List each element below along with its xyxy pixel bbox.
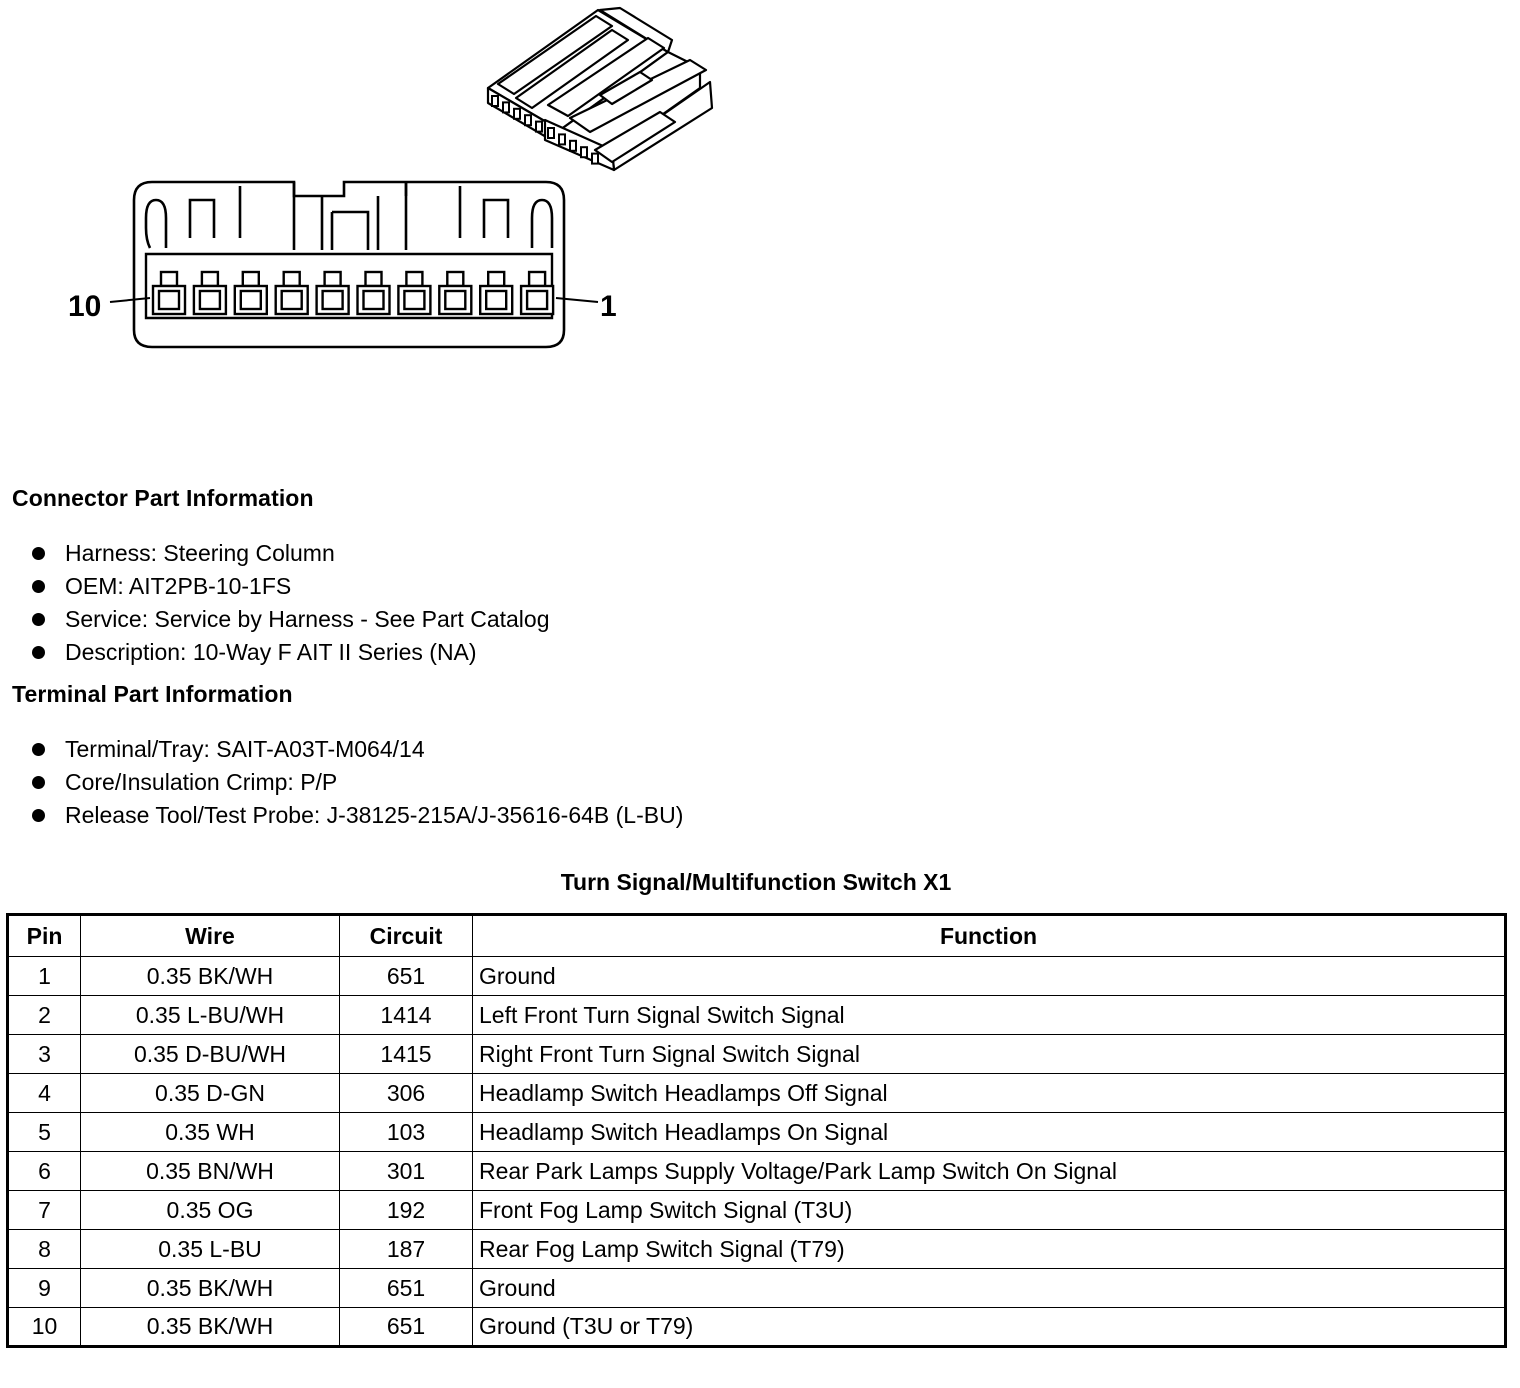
header-pin: Pin — [8, 915, 81, 957]
table-row — [8, 996, 1506, 1035]
table-row — [8, 1230, 1506, 1269]
bullet-icon — [32, 646, 45, 659]
cell-pin: 5 — [8, 1113, 81, 1152]
connector-3d-view — [488, 8, 712, 170]
pin-stub — [570, 141, 576, 151]
table-row — [8, 1308, 1506, 1347]
cell-circuit: 651 — [340, 957, 473, 996]
cell-pin: 6 — [8, 1152, 81, 1191]
header-wire: Wire — [81, 915, 340, 957]
bullet-icon — [32, 613, 45, 626]
cell-function: Front Fog Lamp Switch Signal (T3U) — [473, 1191, 1506, 1230]
connector-info-heading: Connector Part Information — [12, 485, 314, 511]
bullet-icon — [32, 743, 45, 756]
cell-wire: 0.35 BK/WH — [81, 1269, 340, 1308]
pin-stub — [581, 147, 587, 157]
table-row — [8, 1152, 1506, 1191]
header-circuit: Circuit — [340, 915, 473, 957]
cell-wire: 0.35 L-BU/WH — [81, 996, 340, 1035]
connector-face-view — [134, 182, 564, 347]
table-row — [8, 1191, 1506, 1230]
connector-diagram — [0, 0, 1520, 420]
cell-wire: 0.35 OG — [81, 1191, 340, 1230]
cell-wire: 0.35 WH — [81, 1113, 340, 1152]
list-item: OEM: AIT2PB-10-1FS — [28, 570, 549, 603]
cell-function: Rear Fog Lamp Switch Signal (T79) — [473, 1230, 1506, 1269]
table-row — [8, 957, 1506, 996]
connector-info-list — [28, 537, 549, 669]
cell-wire: 0.35 D-BU/WH — [81, 1035, 340, 1074]
table-row — [8, 1074, 1506, 1113]
pin-stub — [548, 128, 554, 138]
pinout-table — [6, 913, 1507, 1348]
pin-stub — [525, 115, 531, 125]
cell-pin: 2 — [8, 996, 81, 1035]
table-header-row — [8, 915, 1506, 957]
cell-circuit: 103 — [340, 1113, 473, 1152]
cell-pin: 4 — [8, 1074, 81, 1113]
bullet-icon — [32, 547, 45, 560]
cell-function: Left Front Turn Signal Switch Signal — [473, 996, 1506, 1035]
cell-function: Headlamp Switch Headlamps On Signal — [473, 1113, 1506, 1152]
cell-function: Ground (T3U or T79) — [473, 1308, 1506, 1347]
table-row — [8, 1035, 1506, 1074]
cell-circuit: 306 — [340, 1074, 473, 1113]
cell-pin: 1 — [8, 957, 81, 996]
cell-function: Headlamp Switch Headlamps Off Signal — [473, 1074, 1506, 1113]
bullet-icon — [32, 580, 45, 593]
list-item: Harness: Steering Column — [28, 537, 549, 570]
bullet-icon — [32, 776, 45, 789]
list-item: Release Tool/Test Probe: J-38125-215A/J-35616-64B (L-BU) — [28, 799, 683, 832]
list-item: Description: 10-Way F AIT II Series (NA) — [28, 636, 549, 669]
list-item: Core/Insulation Crimp: P/P — [28, 766, 683, 799]
pin-label-10: 10 — [68, 290, 102, 323]
pin-stub — [503, 102, 509, 112]
cell-wire: 0.35 D-GN — [81, 1074, 340, 1113]
cell-wire: 0.35 BN/WH — [81, 1152, 340, 1191]
cell-function: Ground — [473, 1269, 1506, 1308]
terminal-info-heading: Terminal Part Information — [12, 681, 293, 707]
pin-stub — [536, 122, 542, 132]
cell-pin: 9 — [8, 1269, 81, 1308]
pin-stub — [559, 134, 565, 144]
pin-stub — [514, 109, 520, 119]
table-row — [8, 1113, 1506, 1152]
cell-function: Right Front Turn Signal Switch Signal — [473, 1035, 1506, 1074]
cell-function: Ground — [473, 957, 1506, 996]
table-row — [8, 1269, 1506, 1308]
cell-circuit: 651 — [340, 1308, 473, 1347]
pin-stub — [492, 96, 498, 106]
cell-wire: 0.35 BK/WH — [81, 957, 340, 996]
pin-stub — [592, 154, 598, 164]
cell-pin: 7 — [8, 1191, 81, 1230]
list-item: Terminal/Tray: SAIT-A03T-M064/14 — [28, 733, 683, 766]
cell-circuit: 1414 — [340, 996, 473, 1035]
cell-circuit: 651 — [340, 1269, 473, 1308]
cell-pin: 3 — [8, 1035, 81, 1074]
cell-wire: 0.35 BK/WH — [81, 1308, 340, 1347]
pin-label-1: 1 — [600, 290, 617, 323]
cell-function: Rear Park Lamps Supply Voltage/Park Lamp Switch On Signal — [473, 1152, 1506, 1191]
cell-circuit: 1415 — [340, 1035, 473, 1074]
table-title: Turn Signal/Multifunction Switch X1 — [560, 869, 952, 895]
cell-pin: 10 — [8, 1308, 81, 1347]
list-item: Service: Service by Harness - See Part Catalog — [28, 603, 549, 636]
cell-circuit: 187 — [340, 1230, 473, 1269]
cell-wire: 0.35 L-BU — [81, 1230, 340, 1269]
cell-circuit: 192 — [340, 1191, 473, 1230]
bullet-icon — [32, 809, 45, 822]
terminal-info-list — [28, 733, 683, 832]
cell-circuit: 301 — [340, 1152, 473, 1191]
cell-pin: 8 — [8, 1230, 81, 1269]
header-function: Function — [473, 915, 1506, 957]
